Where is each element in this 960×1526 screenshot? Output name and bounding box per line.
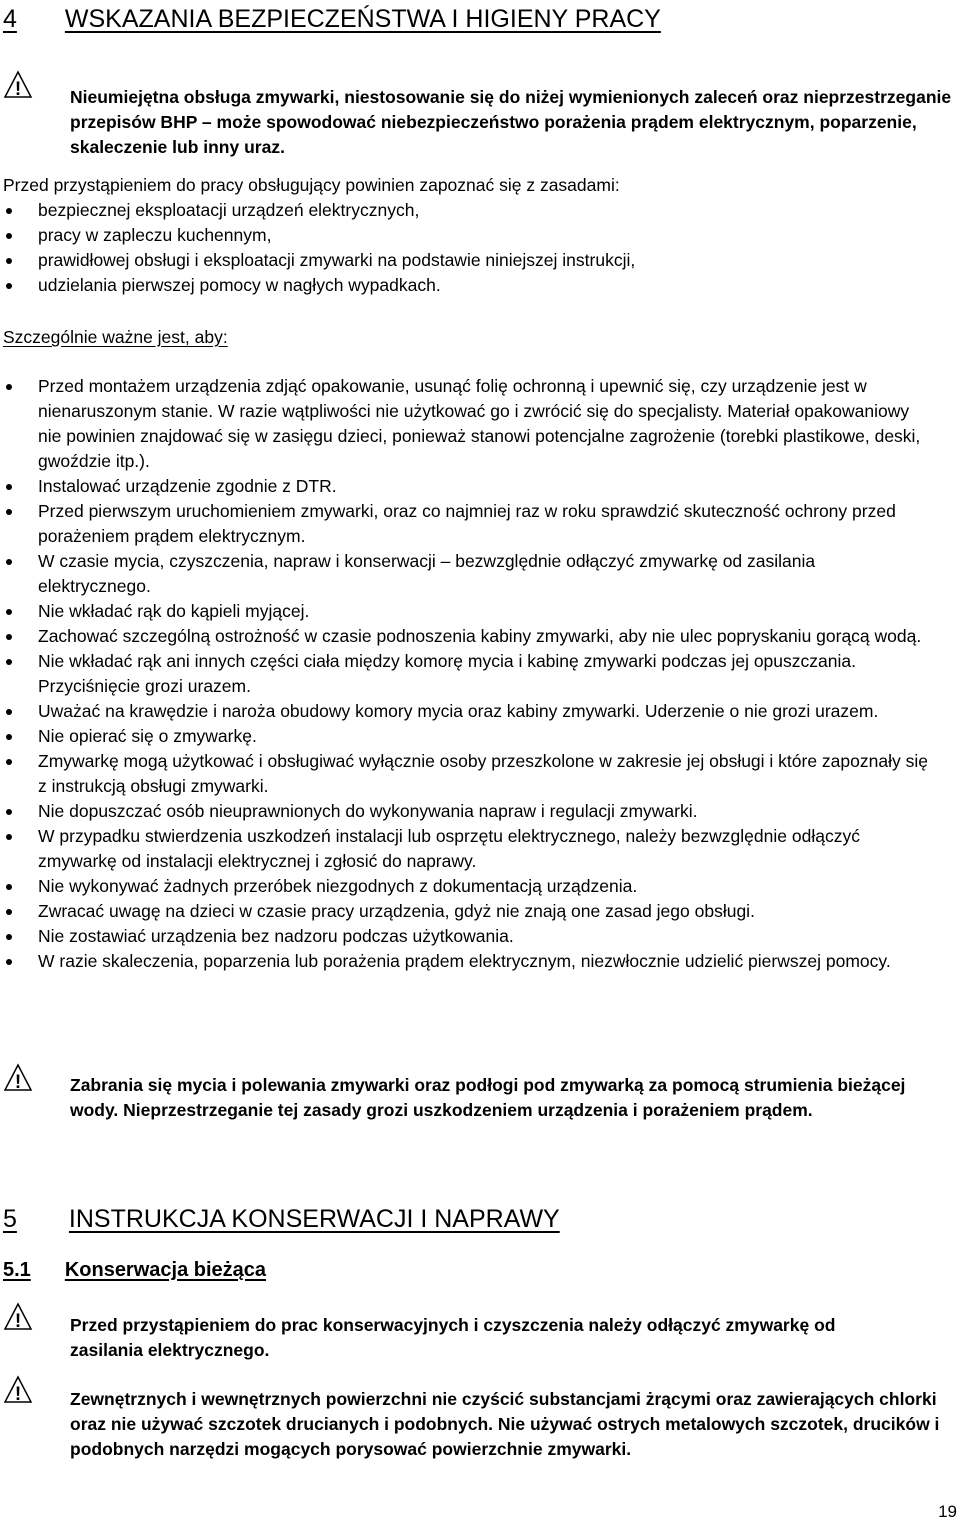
list-item: Zachować szczególną ostrożność w czasie podnoszenia kabiny zmywarki, aby nie ulec popryskaniu gorącą wodą. [3,624,928,649]
bullet-icon [6,384,12,390]
intro-text: Przed przystąpieniem do pracy obsługujący powinien zapoznać się z zasadami: [3,175,620,195]
bullet-icon [6,509,12,515]
bullet-icon [6,809,12,815]
warning-triangle-icon [3,70,33,100]
warning-4-text: Zewnętrznych i wewnętrznych powierzchni nie czyścić substancjami żrącymi oraz zawierających chlorki oraz nie używać szczotek drucianych i podobnych. Nie używać ostrych metalowych szczotek, drucików i podobnych narzędzi mogących porysować powierzchnie zmywarki. [70,1389,940,1459]
bullet-icon [6,609,12,615]
section-5-number: 5 [3,1205,17,1233]
list-item: W razie skaleczenia, poparzenia lub porażenia prądem elektrycznym, niezwłocznie udzielić pierwszej pomocy. [3,949,928,974]
section-5-1-title: Konserwacja bieżąca [64,1259,267,1281]
important-label: Szczególnie ważne jest, aby: [3,327,228,347]
bullet-icon [6,484,12,490]
warning-triangle-icon [3,1063,33,1093]
section-4-heading [3,4,723,34]
list-item: pracy w zapleczu kuchennym, [3,223,953,248]
bullet-icon [6,559,12,565]
bullet-icon [6,634,12,640]
bullet-icon [6,258,12,264]
bullet-icon [6,909,12,915]
list-item: Uważać na krawędzie i naroża obudowy komory mycia oraz kabiny zmywarki. Uderzenie o nie grozi urazem. [3,699,928,724]
intro-block [3,173,953,298]
list-item: udzielania pierwszej pomocy w nagłych wypadkach. [3,273,953,298]
list-item: W czasie mycia, czyszczenia, napraw i konserwacji – bezwzględnie odłączyć zmywarkę od zasilania elektrycznego. [3,549,928,599]
section-5-1-number: 5.1 [3,1259,31,1281]
bullet-icon [6,734,12,740]
warning-1-text: Nieumiejętna obsługa zmywarki, niestosowanie się do niżej wymienionych zaleceń oraz nieprzestrzeganie przepisów BHP – może spowodować niebezpieczeństwo porażenia prądem elektrycznym, poparzenie, skaleczenie lub inny uraz. [70,87,952,157]
list-item: bezpiecznej eksploatacji urządzeń elektrycznych, [3,198,953,223]
list-item: Nie opierać się o zmywarkę. [3,724,928,749]
warning-2-text: Zabrania się mycia i polewania zmywarki oraz podłogi pod zmywarką za pomocą strumienia bieżącej wody. Nieprzestrzeganie tej zasady grozi uszkodzeniem urządzenia i porażeniem prądem. [70,1075,906,1120]
bullet-icon [6,659,12,665]
svg-text:!: ! [14,1072,22,1093]
bullet-icon [6,283,12,289]
section-5-1-heading [3,1258,313,1282]
list-item: Instalować urządzenie zgodnie z DTR. [3,474,928,499]
section-4-number: 4 [3,5,17,33]
svg-text:!: ! [14,79,22,100]
list-item: Nie dopuszczać osób nieuprawnionych do wykonywania napraw i regulacji zmywarki. [3,799,928,824]
list-item: Nie wykonywać żadnych przeróbek niezgodnych z dokumentacją urządzenia. [3,874,928,899]
bullet-icon [6,208,12,214]
list-item: Nie wkładać rąk ani innych części ciała między komorę mycia i kabinę zmywarki podczas jej opuszczania. Przyciśnięcie grozi urazem. [3,649,928,699]
bullet-icon [6,834,12,840]
section-5-title: INSTRUKCJA KONSERWACJI I NAPRAWY [68,1205,560,1233]
list-item: W przypadku stwierdzenia uszkodzeń instalacji lub osprzętu elektrycznego, należy bezwzględnie odłączyć zmywarkę od instalacji elektrycznej i zgłosić do naprawy. [3,824,928,874]
bullet-icon [6,759,12,765]
warning-3-text: Przed przystąpieniem do prac konserwacyjnych i czyszczenia należy odłączyć zmywarkę od zasilania elektrycznego. [70,1315,836,1360]
bullet-icon [6,934,12,940]
list-item: Nie zostawiać urządzenia bez nadzoru podczas użytkowania. [3,924,928,949]
bullet-icon [6,959,12,965]
warning-triangle-icon [3,1375,33,1405]
section-5-heading [3,1204,623,1234]
warning-triangle-icon [3,1302,33,1332]
page-number: 19 [938,1502,957,1521]
svg-text:!: ! [14,1311,22,1332]
list-item: prawidłowej obsługi i eksploatacji zmywarki na podstawie niniejszej instrukcji, [3,248,953,273]
list-item: Przed montażem urządzenia zdjąć opakowanie, usunąć folię ochronną i upewnić się, czy urządzenie jest w nienaruszonym stanie. W razie wątpliwości nie użytkować go i zwrócić się do specjalisty. Materiał opakowaniowy nie powinien znajdować się w zasięgu dzieci, ponieważ stanowi potencjalne zagrożenie (torebki plastikowe, deski, gwoździe itp.). [3,374,928,474]
list-item: Przed pierwszym uruchomieniem zmywarki, oraz co najmniej raz w roku sprawdzić skuteczność ochrony przed porażeniem prądem elektrycznym. [3,499,928,549]
list-item: Nie wkładać rąk do kąpieli myjącej. [3,599,928,624]
bullet-icon [6,709,12,715]
svg-text:!: ! [14,1384,22,1405]
list-item: Zwracać uwagę na dzieci w czasie pracy urządzenia, gdyż nie znają one zasad jego obsługi. [3,899,928,924]
bullet-icon [6,233,12,239]
list-item: Zmywarkę mogą użytkować i obsługiwać wyłącznie osoby przeszkolone w zakresie jej obsługi i które zapoznały się z instrukcją obsługi zmywarki. [3,749,928,799]
section-4-title: WSKAZANIA BEZPIECZEŃSTWA I HIGIENY PRACY [64,5,661,33]
important-list [3,374,928,974]
intro-list [3,198,953,298]
bullet-icon [6,884,12,890]
